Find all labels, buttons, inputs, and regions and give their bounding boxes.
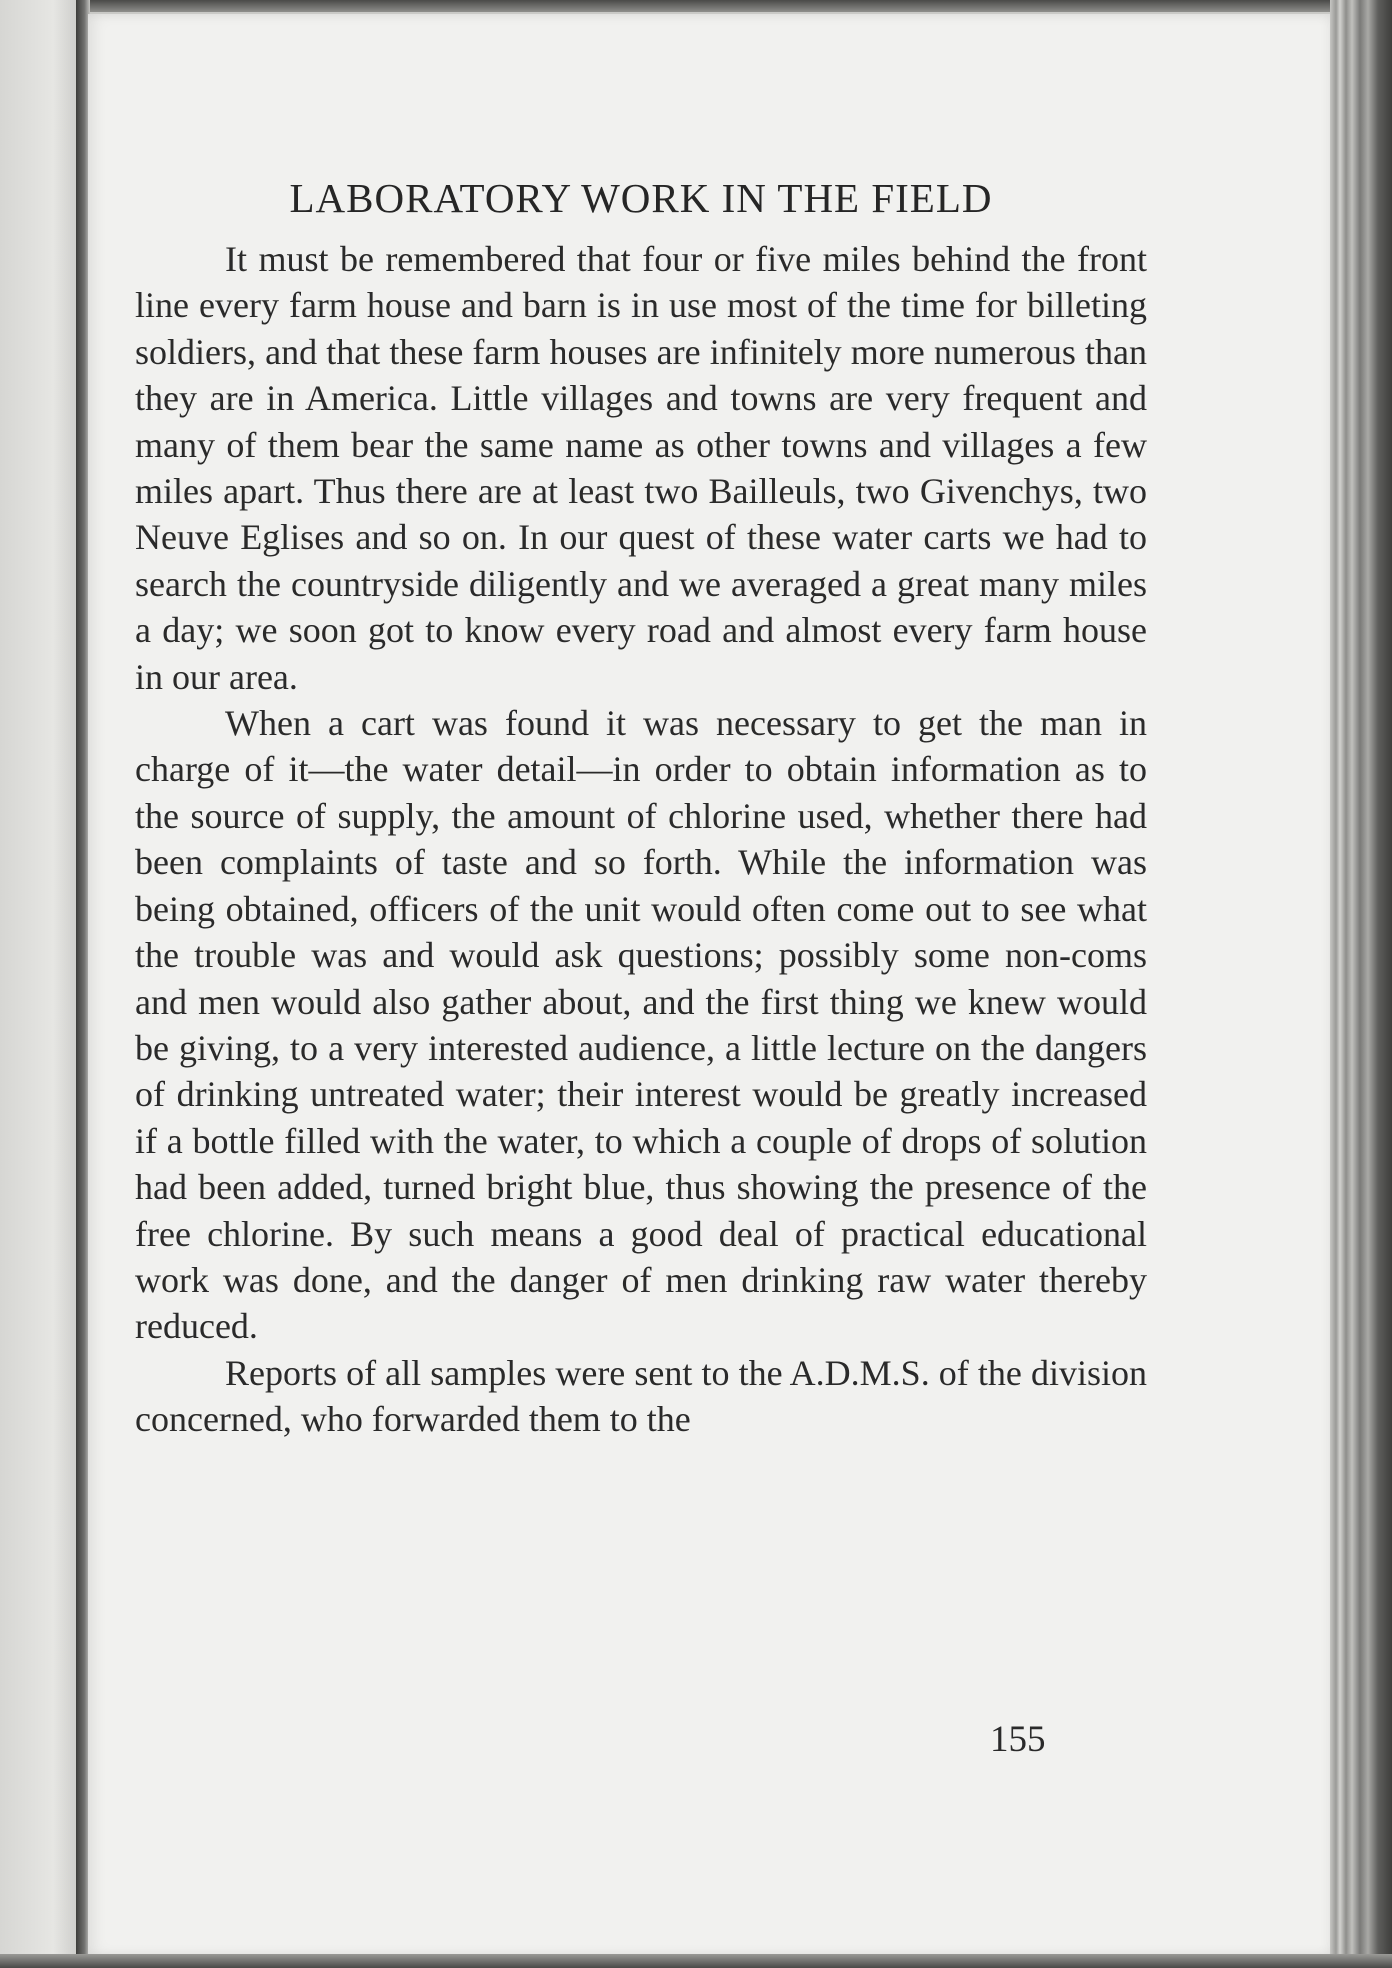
running-head: LABORATORY WORK IN THE FIELD [289,175,993,221]
paragraph-2: When a cart was found it was necessary to get the man in charge of it—the water detail—in order to obtain information as to the source of supply, the amount of chlorine used, whether there had been complaints of taste and so forth. While the information was being obtained, officers of the unit would often come out to see what the trouble was and would ask questions; possibly some non-coms and men would also gather about, and the first thing we knew would be giving, to a very interested audience, a little lecture on the dangers of drinking untreated water; their interest would be greatly increased if a bottle filled with the water, to which a couple of drops of solution had been added, turned bright blue, thus showing the presence of the free chlorine. By such means a good deal of practical educational work was done, and the danger of men drinking raw water thereby reduced. [135,703,1147,1347]
paragraph-1: It must be remembered that four or five miles behind the front line every farm house and barn is in use most of the time for billeting soldiers, and that these farm houses are infinitely more numerous than they are in America. Little villages and towns are very frequent and many of them bear the same name as other towns and villages a few miles apart. Thus there are at least two Bailleuls, two Givenchys, two Neuve Eglises and so on. In our quest of these water carts we had to search the countryside diligently and we averaged a great many miles a day; we soon got to know every road and almost every farm house in our area. [135,239,1147,697]
scan-bottom-edge [0,1954,1392,1968]
page-stack-edge [1330,0,1392,1968]
scan-top-edge [0,0,1392,12]
paragraph-3: Reports of all samples were sent to the A.D.M.S. of the division concerned, who forwarded them to the [135,1352,1147,1440]
facing-page-edge [0,0,76,1968]
page-number: 155 [990,1719,1046,1760]
page-content [135,170,1147,1443]
